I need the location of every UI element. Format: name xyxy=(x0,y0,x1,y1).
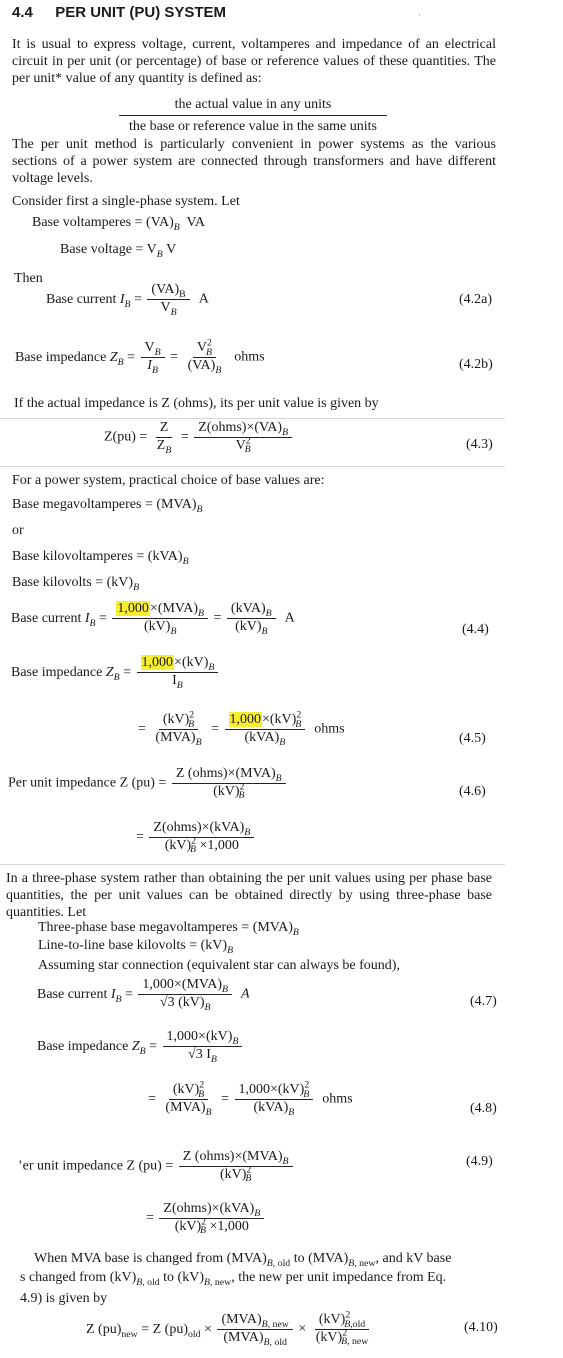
base-voltamperes: Base voltamperes = $(VA)_B$ VA xyxy=(32,215,205,233)
or-label: or xyxy=(12,523,24,538)
eq-number-4-7: (4.7) xyxy=(470,994,497,1009)
eq-number-4-10: (4.10) xyxy=(464,1320,498,1335)
equation-4-8: = $\frac{(kV)^2_B}{(MVA)_B}$ = $\frac{1,000\times(kV)^2_B}{(kVA)_B}$ ohms xyxy=(148,1079,353,1118)
eq-number-4-8: (4.8) xyxy=(470,1101,497,1116)
base-kilovolts: Base kilovolts = $(kV)_B$ xyxy=(12,575,140,593)
equation-4-6-alt: = $\frac{Z(ohms)\times(kVA)_B}{(kV)^2_B \times 1,000}$ xyxy=(136,821,256,853)
highlight-1000: 1,000 xyxy=(229,712,261,727)
equation-4-9-alt: = $\frac{Z(ohms)\times(kVA)_B}{(kV)^2_B \times 1,000}$ xyxy=(146,1202,266,1234)
equation-4-10: Z $(pu)_{new} = Z$ $(pu)_{old}$ × $\frac{(MVA)_{B, new}}{(MVA)_{B, old}}$ × $\frac{(kV)^2_{B,old}}{(kV)^2_{B, new}}$ xyxy=(86,1309,369,1348)
eq-number-4-3: (4.3) xyxy=(466,437,493,452)
equation-4-9: ’er unit impedance Z (pu) = $\frac{Z (ohms)\times(MVA)_B}{(kV)^2_B}$ xyxy=(18,1150,295,1182)
section-heading xyxy=(12,4,226,22)
section-title: PER UNIT (PU) SYSTEM xyxy=(55,4,227,21)
eq-number-4-9: (4.9) xyxy=(466,1154,493,1169)
method-paragraph: The per unit method is particularly convenient in power systems as the various sections of a power system are connected through transformers and have different voltage levels. xyxy=(12,137,496,186)
eq-number-4-2b: (4.2b) xyxy=(459,357,493,372)
section-number: 4.4 xyxy=(12,4,33,21)
actual-impedance-text: If the actual impedance is Z (ohms), its per unit value is given by xyxy=(14,396,379,411)
definition-numerator: the actual value in any units xyxy=(119,96,387,116)
equation-4-3: Z(pu) = $\frac{Z}{Z_B}$ = $\frac{Z(ohms)\times(VA)_B}{V^2_B}$ xyxy=(104,421,294,453)
then-label: Then xyxy=(14,271,43,286)
rule-1 xyxy=(0,418,505,419)
intro-paragraph: It is usual to express voltage, current, voltamperes and impedance of an electrical circuit in per unit (or percentage) of base or reference values of these quantities. The per unit* value of any quantity is defined as: xyxy=(12,37,496,86)
pu-definition xyxy=(119,96,387,135)
practical-text: For a power system, practical choice of base values are: xyxy=(12,473,325,488)
eq-number-4-5: (4.5) xyxy=(459,731,486,746)
eq-number-4-4: (4.4) xyxy=(462,622,489,637)
single-phase-intro: Consider first a single-phase system. Let xyxy=(12,194,240,209)
base-megavoltamperes: Base megavoltamperes = $(MVA)_B$ xyxy=(12,497,203,515)
equation-base-impedance: Base impedance $Z_B$ = $\frac{1,000\times(kV)_B}{I_B}$ xyxy=(11,656,220,688)
equation-4-2a: Base current $I_B$ = $\frac{(VA)_B}{V_B}$ A xyxy=(46,282,209,318)
equation-4-6: Per unit impedance Z (pu) = $\frac{Z (ohms)\times(MVA)_B}{(kV)^2_B}$ xyxy=(8,767,288,799)
page-mark: · xyxy=(418,10,421,20)
equation-base-impedance-3ph: Base impedance $Z_B$ = $\frac{1,000\times(kV)_B}{√3 I_B}$ xyxy=(37,1030,244,1062)
equation-4-7: Base current $I_B$ = $\frac{1,000\times(MVA)_B}{√3 (kV)_B}$ A xyxy=(37,977,250,1013)
change-base-line-2: s changed from $(kV)_{B, old}$ to $(kV)_{B, new}$, the new per unit impedance from Eq. xyxy=(20,1270,447,1288)
change-base-line-3: 4.9) is given by xyxy=(20,1291,108,1306)
line-to-line-kv: Line-to-line base kilovolts = $(kV)_B$ xyxy=(38,938,234,956)
eq-number-4-2a: (4.2a) xyxy=(459,292,493,307)
highlight-1000: 1,000 xyxy=(141,655,174,670)
three-phase-mva: Three-phase base megavoltamperes = $(MVA)_B$ xyxy=(38,920,299,938)
base-voltage: Base voltage = $V_B$ V xyxy=(60,242,177,260)
star-connection-text: Assuming star connection (equivalent star can always be found), xyxy=(38,958,400,973)
definition-denominator: the base or reference value in the same units xyxy=(128,119,377,135)
equation-4-2b: Base impedance $Z_B$ = $\frac{V_B}{I_B}$ = $\frac{V^2_B}{(VA)_B}$ ohms xyxy=(15,337,265,376)
eq-number-4-6: (4.6) xyxy=(459,784,486,799)
equation-4-5: = $\frac{(kV)^2_B}{(MVA)_B}$ = $\frac{1,000\times(kV)^2_B}{(kVA)_B}$ ohms xyxy=(138,709,345,748)
equation-4-4: Base current $I_B$ = $\frac{1,000\times(MVA)_B}{(kV)_B}$ = $\frac{(kVA)_B}{(kV)_B}$ A xyxy=(11,601,295,637)
base-kilovoltamperes: Base kilovoltamperes = $(kVA)_B$ xyxy=(12,549,189,567)
rule-2 xyxy=(0,466,505,467)
highlight-1000: 1,000 xyxy=(117,601,149,616)
three-phase-paragraph: In a three-phase system rather than obtaining the per unit values using per phase base quantities, the per unit values can be obtained directly by using three-phase base quantities. Let xyxy=(6,871,492,920)
rule-3 xyxy=(0,864,505,865)
change-base-line-1: When MVA base is changed from $(MVA)_{B, old}$ to $(MVA)_{B, new}$, and kV base xyxy=(34,1251,452,1269)
